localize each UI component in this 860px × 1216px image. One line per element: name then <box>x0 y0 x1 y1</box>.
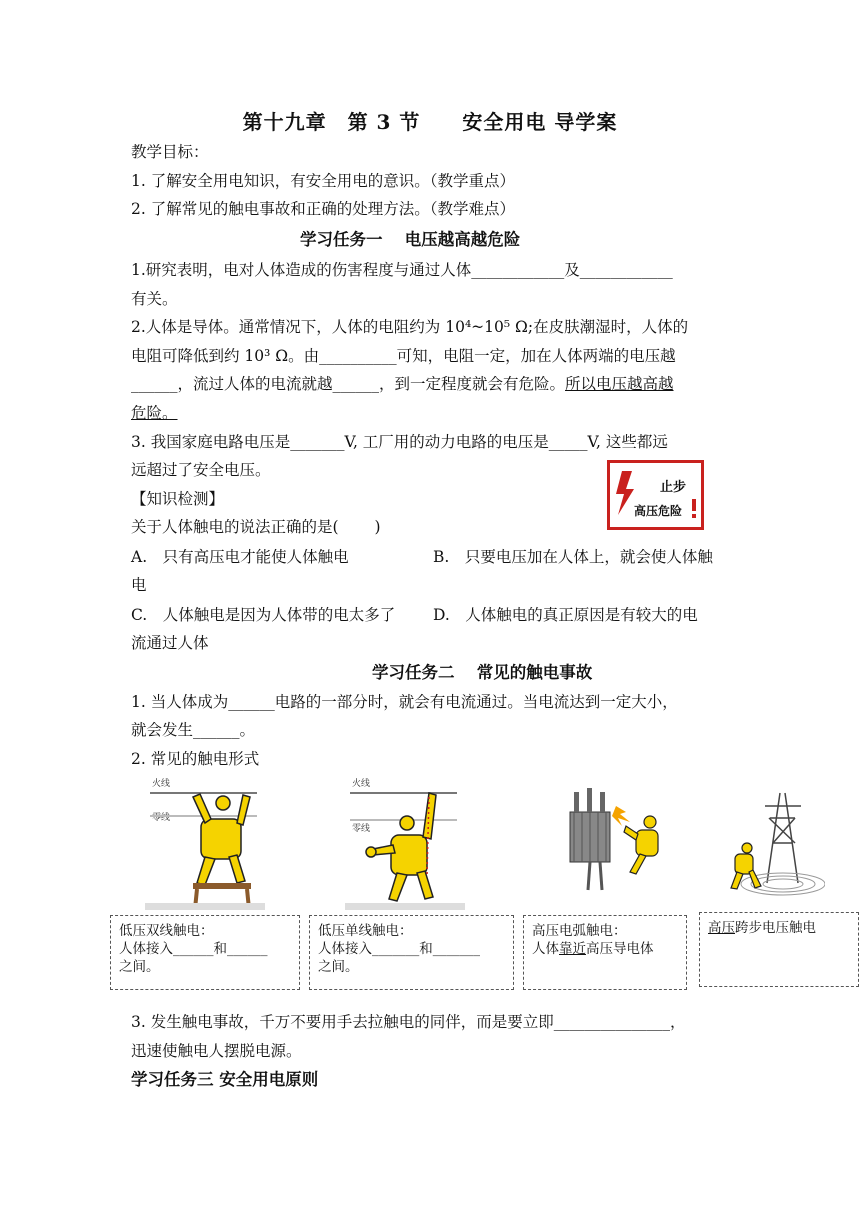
option-c: C. 人体触电是因为人体带的电太多了 <box>131 606 396 624</box>
box4-title <box>708 919 850 937</box>
shock-type-box-2 <box>309 915 514 990</box>
task1-q1-line1: 1.研究表明，电对人体造成的伤害程度与通过人体____________及____________ <box>131 261 673 279</box>
task3-heading: 学习任务三 安全用电原则 <box>131 1070 319 1089</box>
task1-q2-line3-text: ______，流过人体的电流就越______，到一定程度就会有危险。 <box>131 375 566 393</box>
task1-q2-conclusion: 所以电压越高越 <box>565 375 674 393</box>
high-voltage-arc-figure <box>560 782 665 892</box>
page-title: 第十九章 第 3 节 安全用电 导学案 <box>242 110 618 134</box>
lightning-bolt-icon <box>616 471 634 515</box>
option-a: A. 只有高压电才能使人体触电 <box>131 548 349 566</box>
task2-q2: 2. 常见的触电形式 <box>131 750 260 768</box>
box4-title-a: 高压 <box>708 920 735 936</box>
box3-line2 <box>532 940 678 958</box>
task2-heading: 学习任务二 常见的触电事故 <box>372 663 593 682</box>
person-icon <box>193 794 250 885</box>
high-voltage-sign <box>607 460 704 530</box>
box2-title: 低压单线触电： <box>318 923 413 939</box>
task2-q3-line1: 3. 发生触电事故，千万不要用手去拉触电的同伴，而是要立即_______________， <box>131 1013 686 1031</box>
box4-title-b: 跨步电压触电 <box>735 920 816 936</box>
step-voltage-figure <box>725 788 825 898</box>
option-d-line1: D. 人体触电的真正原因是有较大的电 <box>433 606 698 624</box>
option-b-line2: 电 <box>131 576 147 594</box>
option-d-line2: 流通过人体 <box>131 634 209 652</box>
task1-q1-line2: 有关。 <box>131 290 178 308</box>
task1-q2-line4: 危险。 <box>131 404 178 422</box>
task1-q3-line1: 3. 我国家庭电路电压是_______V, 工厂用的动力电路的电压是_____V, 这些都远 <box>131 433 668 451</box>
task2-q1-line1: 1. 当人体成为______电路的一部分时，就会有电流通过。当电流达到一定大小， <box>131 693 678 711</box>
task2-q3-line2: 迅速使触电人摆脱电源。 <box>131 1042 302 1060</box>
check-heading: 【知识检测】 <box>131 490 225 508</box>
box1-title: 低压双线触电： <box>119 923 214 939</box>
shock-type-box-4 <box>699 912 859 987</box>
check-question: 关于人体触电的说法正确的是( ) <box>131 518 381 536</box>
task1-q2-line3 <box>131 372 674 394</box>
shock-type-box-3 <box>523 915 687 990</box>
box3-line2-b: 靠近 <box>559 941 586 957</box>
fig1-live-label: 火线 <box>152 779 171 789</box>
box2-line2: 人体接入_______和_______ <box>318 941 480 957</box>
box1-line2: 人体接入______和______ <box>119 941 268 957</box>
box3-line2-c: 高压导电体 <box>586 941 654 957</box>
box2-line3: 之间。 <box>318 959 359 975</box>
task1-heading: 学习任务一 电压越高越危险 <box>300 230 521 249</box>
objective-2: 2. 了解常见的触电事故和正确的处理方法。（教学难点） <box>131 200 515 218</box>
fig1-neutral-label: 零线 <box>152 813 171 823</box>
person-icon <box>366 793 436 901</box>
task1-q3-line2: 远超过了安全电压。 <box>131 461 271 479</box>
shock-type-box-1 <box>110 915 300 990</box>
box3-title: 高压电弧触电： <box>532 923 627 939</box>
double-wire-shock-figure <box>145 775 265 910</box>
task1-q2-line2: 电阻可降低到约 10³ Ω。由__________可知，电阻一定，加在人体两端的电压越 <box>131 347 676 365</box>
spark-icon <box>612 806 630 826</box>
pylon-icon <box>765 793 801 883</box>
objectives-heading: 教学目标： <box>131 143 209 161</box>
box1-line3: 之间。 <box>119 959 160 975</box>
task2-q1-line2: 就会发生______。 <box>131 721 256 739</box>
person-icon <box>731 843 761 889</box>
person-icon <box>624 816 658 874</box>
transformer-icon <box>570 788 610 890</box>
box3-line2-a: 人体 <box>532 941 559 957</box>
task1-q2-line1: 2.人体是导体。通常情况下，人体的电阻约为 10⁴~10⁵ Ω;在皮肤潮湿时，人体的 <box>131 318 689 336</box>
single-wire-shock-figure <box>345 775 465 910</box>
sign-top-text: 止步 <box>660 480 687 495</box>
fig2-neutral-label: 零线 <box>352 824 371 834</box>
option-b-line1: B. 只要电压加在人体上，就会使人体触 <box>433 548 713 566</box>
fig2-live-label: 火线 <box>352 779 371 789</box>
objective-1: 1. 了解安全用电知识，有安全用电的意识。（教学重点） <box>131 172 515 190</box>
sign-bottom-text: 高压危险 <box>634 504 683 518</box>
